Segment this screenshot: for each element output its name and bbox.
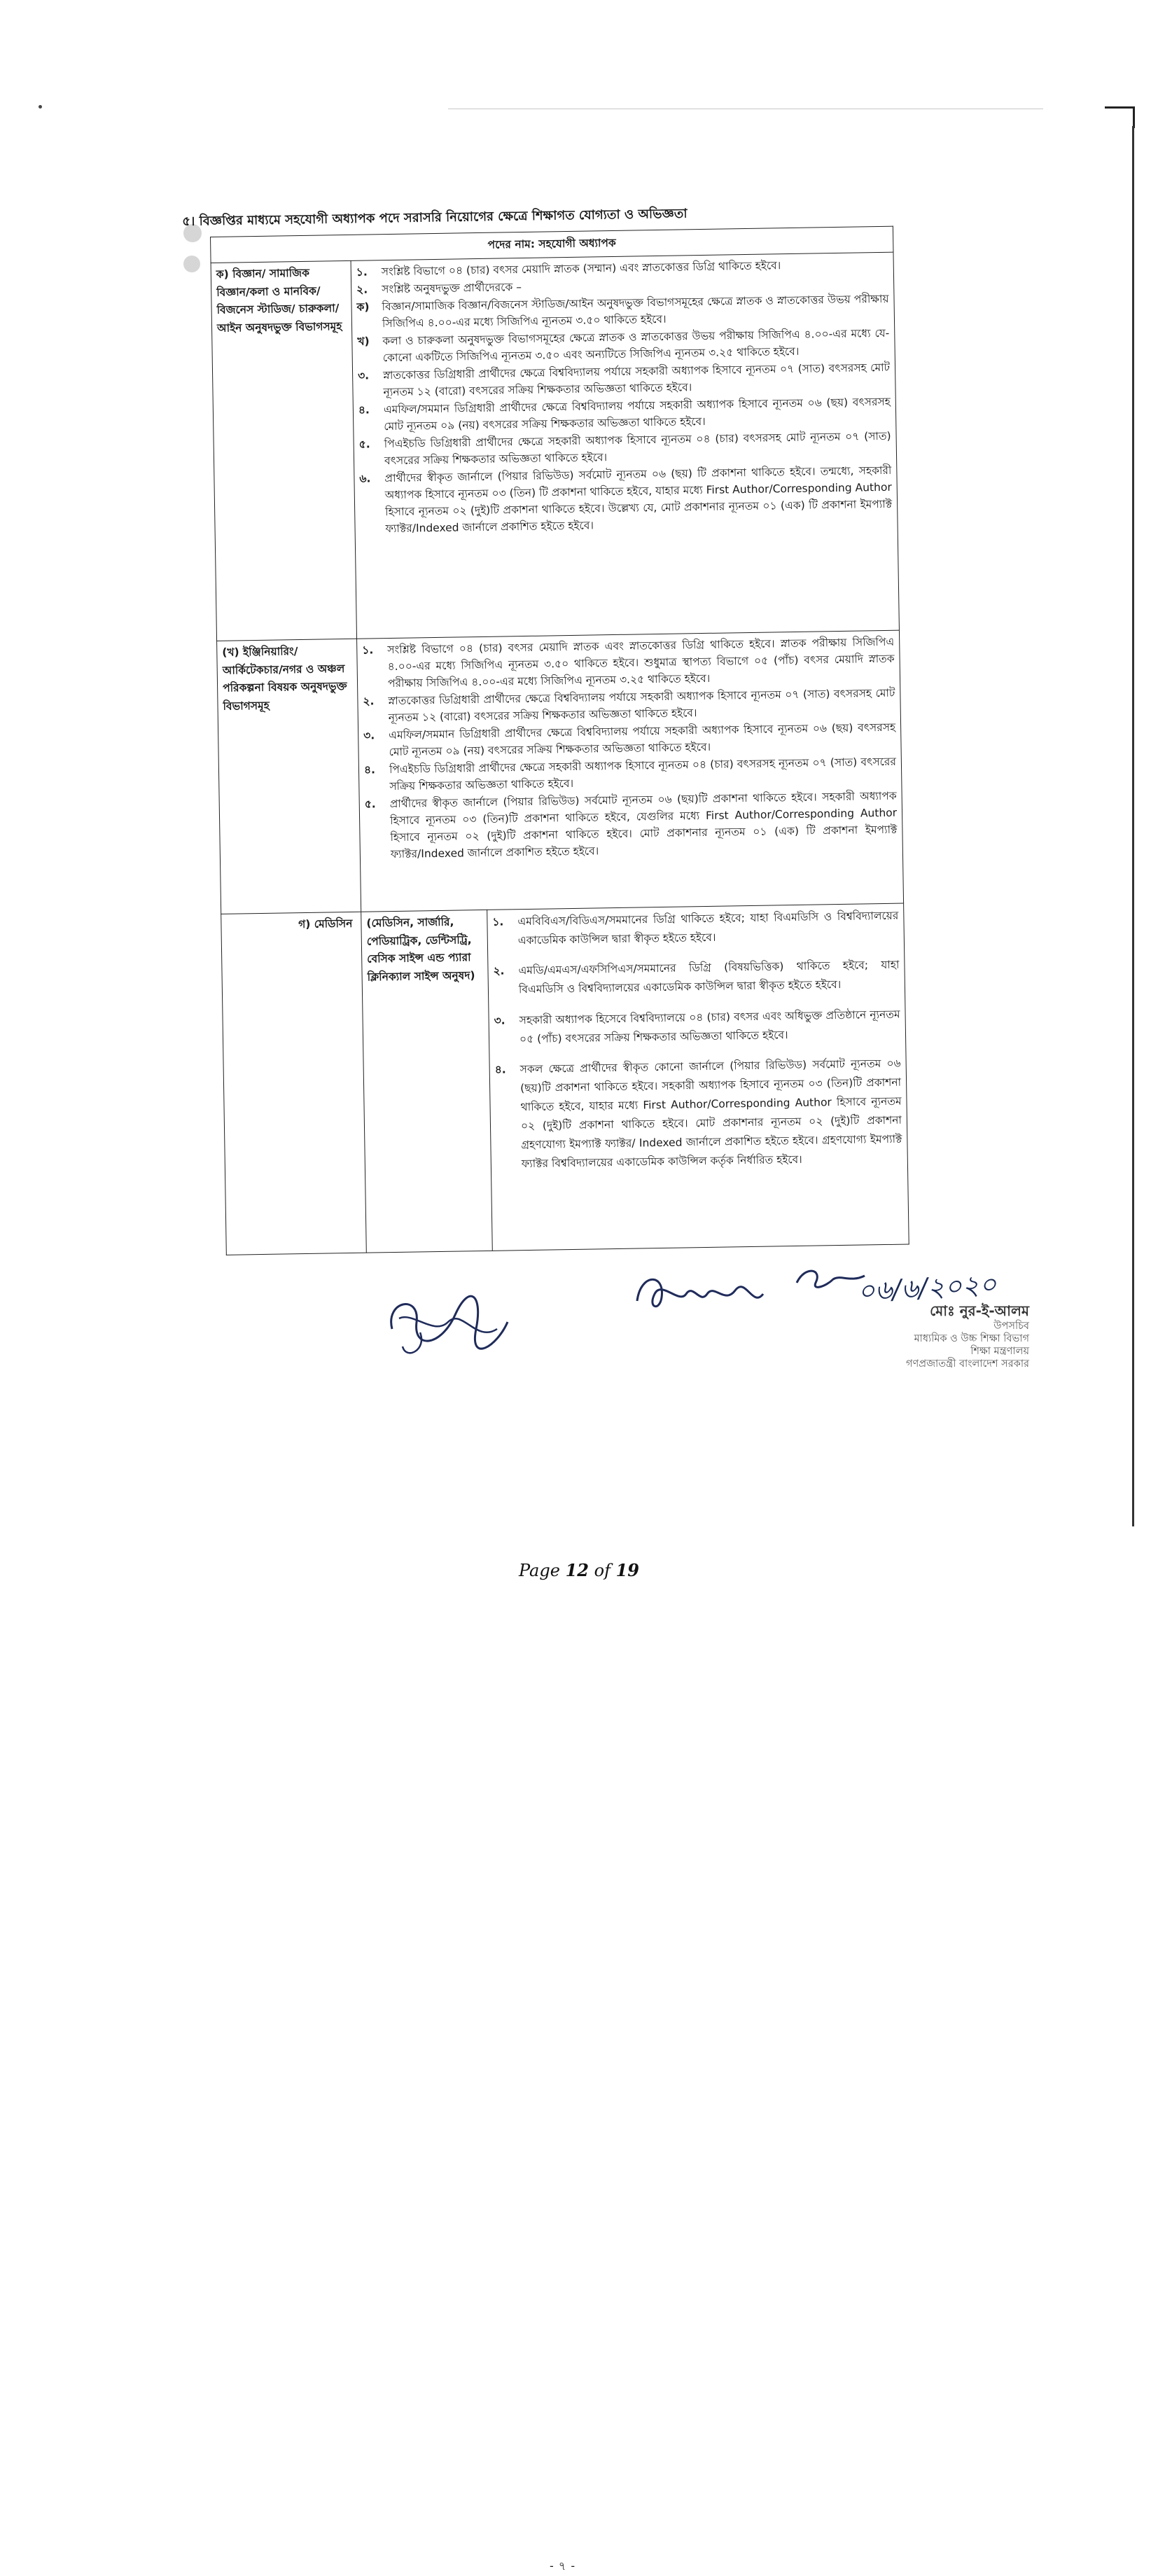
list-item: ৩. এমফিল/সমমান ডিগ্রিধারী প্রার্থীদের ক্ষেত্রে বিশ্ববিদ্যালয় পর্যায়ে সহকারী অধ্যাপক হিসাবে ন্যূনতম ০৬ (ছয়) বৎসরসহ মোট ন্যূনতম ০৯ (নয়) বৎসরের সক্রিয় শিক্ষকতার অভিজ্ঞতা থাকিতে হইবে। bbox=[363, 720, 896, 759]
footer-current-page: 12 bbox=[565, 1560, 589, 1580]
list-item: ১. সংশ্লিষ্ট বিভাগে ০৪ (চার) বৎসর মেয়াদি স্নাতক (সম্মান) এবং স্নাতকোত্তর ডিগ্রি থাকিতে হইবে। bbox=[356, 259, 781, 279]
list-item: ৫. পিএইচডি ডিগ্রিধারী প্রার্থীদের ক্ষেত্রে সহকারী অধ্যাপক হিসাবে ন্যূনতম ০৪ (চার) বৎসরসহ মোট ন্যূনতম ০৭ (সাত) বৎসরের সক্রিয় শিক্ষকতার অভিজ্ঞতা থাকিতে হইবে। bbox=[358, 429, 891, 468]
stamp-name: মোঃ নুর-ই-আলম bbox=[930, 1302, 1029, 1319]
list-item: ৪. সকল ক্ষেত্রে প্রার্থীদের স্বীকৃত কোনো জার্নালে (পিয়ার রিভিউড) সর্বমোট ন্যূনতম ০৬ (ছয়)টি প্রকাশনা থাকিতে হইবে। সহকারী অধ্যাপক হিসাবে ন্যূনতম ০৩ (তিন)টি প্রকাশনা থাকিতে হইবে, যাহার মধ্যে First Author/Corresponding Author হিসাবে ন্যূনতম ০২ (দুই)টি প্রকাশনা থাকিতে হইবে। মোট প্রকাশনার ন্যূনতম ০২ (দুই)টি প্রকাশনা গ্রহণযোগ্য ইমপ্যাক্ট ফ্যাক্টর/ Indexed জার্নালে প্রকাশিত হইতে হইবে। গ্রহণযোগ্য ইমপ্যাক্ট ফ্যাক্টর বিশ্ববিদ্যালয়ের একাডেমিক কাউন্সিল কর্তৃক নির্ধারিত হইবে। bbox=[494, 1057, 902, 1171]
footer-of: of bbox=[594, 1561, 611, 1580]
list-item: ক) বিজ্ঞান/সামাজিক বিজ্ঞান/বিজনেস স্টাডিজ/আইন অনুষদভুক্ত বিভাগসমূহের ক্ষেত্রে স্নাতক ও স্নাতকোত্তর উভয় পরীক্ষায় সিজিপিএ ৪.০০-এর মধ্যে সিজিপিএ ন্যূনতম ৩.৫০ থাকিতে হইবে। bbox=[356, 292, 889, 330]
stamp-ministry: শিক্ষা মন্ত্রণালয় bbox=[970, 1346, 1029, 1358]
stamp-government: গণপ্রজাতন্ত্রী বাংলাদেশ সরকার bbox=[905, 1358, 1029, 1370]
list-item: ১. সংশ্লিষ্ট বিভাগে ০৪ (চার) বৎসর মেয়াদি স্নাতক এবং স্নাতকোত্তর ডিগ্রি থাকিতে হইবে। স্নাতক পরীক্ষায় সিজিপিএ ৪.০০-এর মধ্যে সিজিপিএ ন্যূনতম ৩.৫০ থাকিতে হইবে। শুধুমাত্র স্থাপত্য বিভাগে ০৫ (পাঁচ) বৎসর মেয়াদি স্নাতক পরীক্ষায় সিজিপিএ ৪.০০-এর মধ্যে সিজিপিএ ন্যূনতম ৩.২৫ থাকিতে হইবে। bbox=[362, 635, 895, 690]
category-medicine: গ) মেডিসিন bbox=[221, 912, 367, 1255]
page-footer bbox=[0, 1560, 1158, 1580]
post-title: পদের নাম: সহযোগী অধ্যাপক bbox=[211, 226, 893, 263]
scan-speck bbox=[39, 105, 42, 109]
signature-2 bbox=[630, 1266, 770, 1322]
list-item: ২. স্নাতকোত্তর ডিগ্রিধারী প্রার্থীদের ক্ষেত্রে বিশ্ববিদ্যালয় পর্যায়ে সহকারী অধ্যাপক হিসাবে ন্যূনতম ০৭ (সাত) বৎসরসহ মোট ন্যূনতম ১২ (বারো) বৎসরের সক্রিয় শিক্ষকতার অভিজ্ঞতা থাকিতে হইবে। bbox=[363, 686, 895, 725]
subcategory-medicine: (মেডিসিন, সার্জারি, পেডিয়াট্রিক, ডেন্টিসট্রি, বেসিক সাইন্স এন্ড প্যারা ক্লিনিক্যাল সাইন্স অনুষদ) bbox=[361, 910, 493, 1253]
footer-total-pages: 19 bbox=[615, 1560, 640, 1580]
requirements-medicine bbox=[487, 903, 909, 1251]
qualification-table bbox=[210, 226, 909, 1255]
list-item: ৩. সহকারী অধ্যাপক হিসেবে বিশ্ববিদ্যালয়ে ০৪ (চার) বৎসর এবং অধিভুক্ত প্রতিষ্ঠানে ন্যূনতম ০৫ (পাঁচ) বৎসরের সক্রিয় শিক্ষকতার অভিজ্ঞতা থাকিতে হইবে। bbox=[494, 1008, 900, 1045]
stamp-designation: উপসচিব bbox=[993, 1321, 1029, 1332]
list-item: ৬. প্রার্থীদের স্বীকৃত জার্নালে (পিয়ার রিভিউড) সর্বমোট ন্যূনতম ০৬ (ছয়) টি প্রকাশনা থাকিতে হইবে। তন্মধ্যে, সহকারী অধ্যাপক হিসাবে ন্যূনতম ০৩ (তিন) টি প্রকাশনা থাকিতে হইবে, যাহার মধ্যে First Author/Corresponding Author হিসাবে ন্যূনতম ০২ (দুই)টি প্রকাশনা থাকিতে হইবে। উল্লেখ্য যে, মোট প্রকাশনার ন্যূনতম ০১ (এক) টি প্রকাশনা ইমপ্যাক্ট ফ্যাক্টর/Indexed জার্নালে প্রকাশিত হইতে হইবে। bbox=[359, 464, 893, 536]
requirements-science-arts bbox=[351, 252, 899, 639]
list-item: ৩. স্নাতকোত্তর ডিগ্রিধারী প্রার্থীদের ক্ষেত্রে বিশ্ববিদ্যালয় পর্যায়ে সহকারী অধ্যাপক হিসাবে ন্যূনতম ০৭ (সাত) বৎসরসহ মোট ন্যূনতম ১২ (বারো) বৎসরের সক্রিয় শিক্ষকতার অভিজ্ঞতা থাকিতে হইবে। bbox=[358, 361, 891, 399]
stamp-division: মাধ্যমিক ও উচ্চ শিক্ষা বিভাগ bbox=[914, 1333, 1029, 1345]
category-engineering: (খ) ইঞ্জিনিয়ারিং/ আর্কিটেকচার/নগর ও অঞ্চল পরিকল্পনা বিষয়ক অনুষদভুক্ত বিভাগসমূহ bbox=[217, 639, 361, 914]
list-item: ৪. পিএইচডি ডিগ্রিধারী প্রার্থীদের ক্ষেত্রে সহকারী অধ্যাপক হিসাবে ন্যূনতম ০৪ (চার) বৎসরসহ ন্যূনতম ০৭ (সাত) বৎসরের সক্রিয় শিক্ষকতার অভিজ্ঞতা থাকিতে হইবে। bbox=[363, 755, 897, 793]
list-item: ২. সংশ্লিষ্ট অনুষদভুক্ত প্রার্থীদেরকে – bbox=[356, 281, 522, 296]
list-item: ১. এমবিবিএস/বিডিএস/সমমানের ডিগ্রি থাকিতে হইবে; যাহা বিএমডিসি ও বিশ্ববিদ্যালয়ের একাডেমিক কাউন্সিল দ্বারা স্বীকৃত হইতে হইবে। bbox=[492, 909, 899, 947]
handwritten-date: ০৬/৬/২০২০ bbox=[856, 1268, 998, 1307]
scan-corner-mark bbox=[1105, 106, 1135, 128]
punch-hole bbox=[183, 256, 200, 272]
list-item: ৫. প্রার্থীদের স্বীকৃত জার্নালে (পিয়ার রিভিউড) সর্বমোট ন্যূনতম ০৬ (ছয়)টি প্রকাশনা থাকিতে হইবে। সহকারী অধ্যাপক হিসাবে ন্যূনতম ০৩ (তিন)টি প্রকাশনা থাকিতে হইবে, যেগুলির মধ্যে First Author/Corresponding Author হিসাবে ন্যূনতম ০২ (দুই)টি প্রকাশনা থাকিতে হইবে। মোট প্রকাশনার ন্যূনতম ০১ (এক) টি প্রকাশনা ইমপ্যাক্ট ফ্যাক্টর/Indexed জার্নালে প্রকাশিত হইতে হইবে। bbox=[364, 789, 898, 861]
category-science-arts: ক) বিজ্ঞান/ সামাজিক বিজ্ঞান/কলা ও মানবিক/বিজনেস স্টাডিজ/ চারুকলা/ আইন অনুষদভুক্ত বিভাগসমূহ bbox=[211, 260, 356, 641]
signature-1 bbox=[378, 1280, 511, 1364]
list-item: ২. এমডি/এমএস/এফসিপিএস/সমমানের ডিগ্রি (বিষয়ভিত্তিক) থাকিতে হইবে; যাহা বিএমডিসি ও বিশ্ববিদ্যালয়ের একাডেমিক কাউন্সিল দ্বারা স্বীকৃত হইতে হইবে। bbox=[493, 958, 900, 996]
requirements-engineering bbox=[357, 630, 904, 912]
list-item: ৪. এমফিল/সমমান ডিগ্রিধারী প্রার্থীদের ক্ষেত্রে বিশ্ববিদ্যালয় পর্যায়ে সহকারী অধ্যাপক হিসাবে ন্যূনতম ০৬ (ছয়) বৎসরসহ মোট ন্যূনতম ০৯ (নয়) বৎসরের সক্রিয় শিক্ষকতার অভিজ্ঞতা থাকিতে হইবে। bbox=[358, 395, 891, 433]
official-stamp bbox=[826, 1302, 1029, 1371]
footer-prefix: Page bbox=[518, 1561, 560, 1580]
inner-page-number: - ৭ - bbox=[550, 2559, 576, 2572]
list-item: খ) কলা ও চারুকলা অনুষদভুক্ত বিভাগসমূহের ক্ষেত্রে স্নাতক ও স্নাতকোত্তর উভয় পরীক্ষায় সিজিপিএ ৪.০০-এর মধ্যে যে-কোনো একটিতে সিজিপিএ ন্যূনতম ৩.৫০ এবং অন্যটিতে সিজিপিএ ন্যূনতম ৩.২৫ থাকিতে হইবে। bbox=[357, 326, 890, 365]
section-heading: ৫। বিজ্ঞপ্তির মাধ্যমে সহযোগী অধ্যাপক পদে সরাসরি নিয়োগের ক্ষেত্রে শিক্ষাগত যোগ্যতা ও অভিজ্ঞতা bbox=[182, 206, 688, 229]
